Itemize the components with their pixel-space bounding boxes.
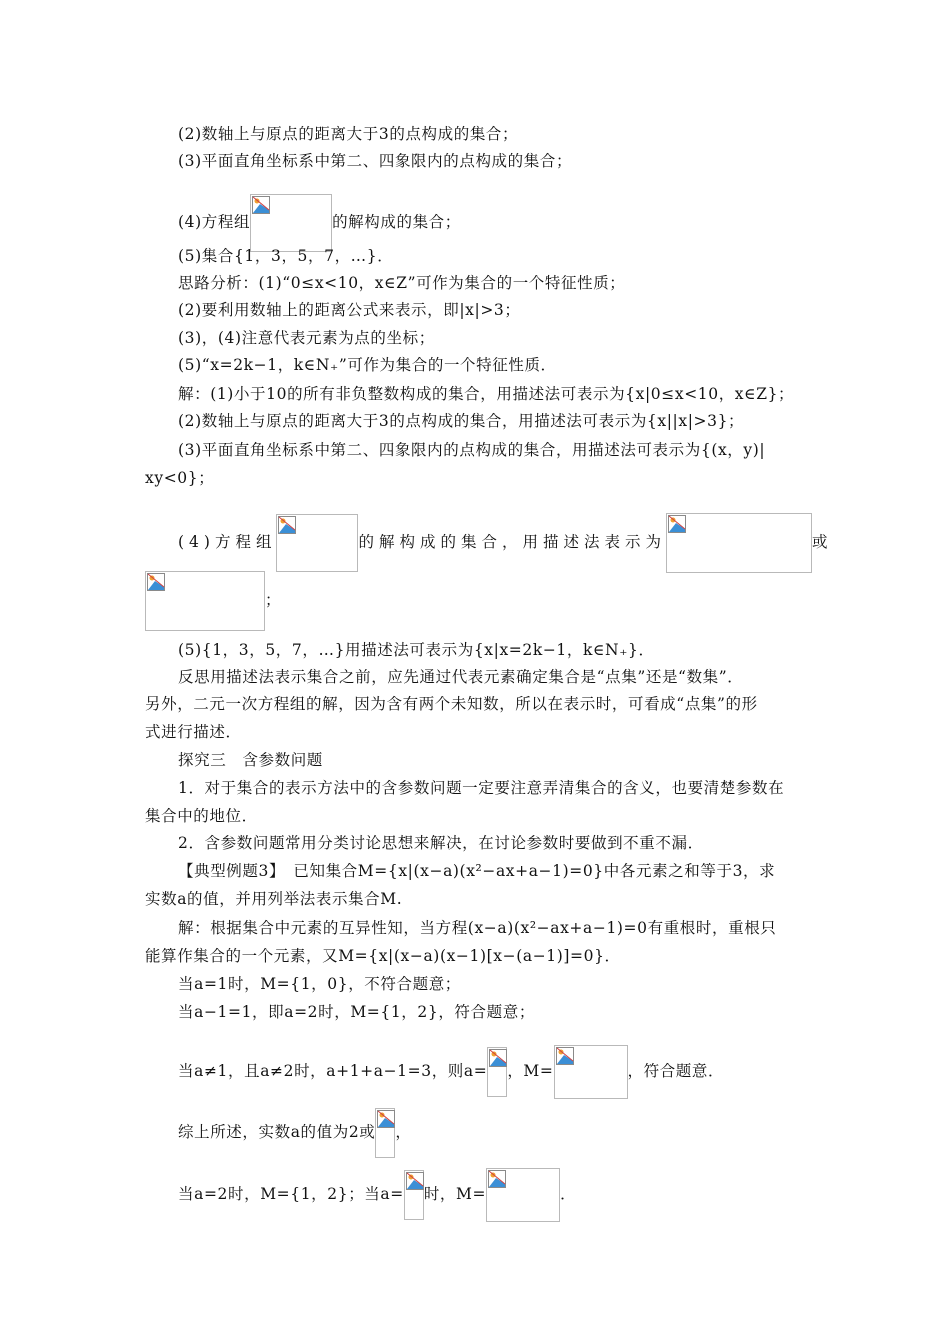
- text-line: 思路分析：(1)“0≤x<10，x∈Z”可作为集合的一个特征性质；: [178, 274, 626, 292]
- text-line: 式进行描述．: [145, 723, 242, 741]
- text-line: 解：(1)小于10的所有非负整数构成的集合，用描述法可表示为{x|0≤x<10，x∈Z}；: [178, 385, 795, 403]
- text-line: 实数a的值，并用列举法表示集合M.: [145, 890, 403, 908]
- text-line: [178, 513, 848, 573]
- broken-image-icon: [406, 1172, 424, 1190]
- text-line: 另外，二元一次方程组的解，因为含有两个未知数，所以在表示时，可看成“点集”的形: [145, 695, 758, 713]
- text-span: 时，M=: [423, 1185, 487, 1203]
- broken-image-icon: [489, 1049, 507, 1067]
- broken-image-icon: [252, 196, 270, 214]
- text-line: (5){1，3，5，7，…}用描述法可表示为{x|x=2k−1，k∈N₊}．: [178, 641, 655, 659]
- text-span: ．: [560, 1185, 577, 1203]
- text-line: 能算作集合的一个元素，又M={x|(x−a)(x−1)[x−(a−1)]=0}．: [145, 947, 621, 965]
- text-line: [178, 1045, 848, 1099]
- text-line: (3)平面直角坐标系中第二、四象限内的点构成的集合，用描述法可表示为{(x，y)|: [178, 441, 766, 459]
- text-span: (4)方程组: [178, 213, 251, 231]
- text-line: 反思用描述法表示集合之前，应先通过代表元素确定集合是“点集”还是“数集”．: [178, 668, 744, 686]
- broken-image-icon: [377, 1110, 395, 1128]
- text-span: 当a≠1，且a≠2时，a+1+a−1=3，则a=: [178, 1062, 488, 1080]
- broken-image-icon: [488, 1170, 506, 1188]
- text-line: 2．含参数问题常用分类讨论思想来解决，在讨论参数时要做到不重不漏．: [178, 834, 704, 852]
- text-span: 当a=2时，M={1，2}；当a=: [178, 1185, 404, 1203]
- broken-image-icon: [556, 1047, 574, 1065]
- example-heading: 【典型例题3】 已知集合M={x|(x−a)(x²−ax+a−1)=0}中各元素之和等于3，求: [178, 862, 776, 880]
- broken-image-icon: [147, 573, 165, 591]
- section-heading: 探究三 含参数问题: [178, 751, 323, 769]
- value-image: [375, 1108, 395, 1158]
- set-image: [666, 513, 812, 573]
- text-line: 1．对于集合的表示方法中的含参数问题一定要注意弄清集合的含义，也要清楚参数在: [178, 779, 785, 797]
- set-image: [145, 571, 265, 631]
- text-line: [145, 571, 815, 631]
- text-line: (3)，(4)注意代表元素为点的坐标；: [178, 329, 435, 347]
- text-span: 或: [811, 533, 833, 551]
- set-image: [554, 1045, 628, 1099]
- text-line: (2)要利用数轴上的距离公式来表示，即|x|>3；: [178, 301, 521, 319]
- text-line: (2)数轴上与原点的距离大于3的点构成的集合，用描述法可表示为{x||x|>3}；: [178, 412, 745, 430]
- text-line: (5)“x=2k−1，k∈N₊”可作为集合的一个特征性质．: [178, 356, 557, 374]
- text-line: 集合中的地位．: [145, 807, 258, 825]
- broken-image-icon: [668, 515, 686, 533]
- text-span: ，: [395, 1123, 412, 1141]
- value-image: [404, 1170, 424, 1220]
- text-span: ，M=: [507, 1062, 554, 1080]
- equation-image: [276, 514, 358, 572]
- value-image: [487, 1047, 507, 1097]
- text-span: 的解构成的集合，用描述法表示为: [358, 533, 666, 551]
- text-line: 当a−1=1，即a=2时，M={1，2}，符合题意；: [178, 1003, 535, 1021]
- set-image: [486, 1168, 560, 1222]
- text-span: (4)方程组: [178, 533, 277, 551]
- text-line: (3)平面直角坐标系中第二、四象限内的点构成的集合；: [178, 152, 573, 170]
- text-line: xy<0}；: [145, 469, 215, 487]
- text-line: [178, 1108, 848, 1158]
- text-line: [178, 1168, 848, 1222]
- text-line: (5)集合{1，3，5，7，…}．: [178, 247, 394, 265]
- text-line: 解：根据集合中元素的互异性知，当方程(x−a)(x²−ax+a−1)=0有重根时，重根只: [178, 919, 777, 937]
- broken-image-icon: [278, 516, 296, 534]
- text-line: 当a=1时，M={1，0}，不符合题意；: [178, 975, 461, 993]
- text-span: ，符合题意．: [627, 1062, 725, 1080]
- text-line: (2)数轴上与原点的距离大于3的点构成的集合；: [178, 125, 519, 143]
- text-span: 综上所述，实数a的值为2或: [178, 1123, 376, 1141]
- text-span: 的解构成的集合；: [332, 213, 461, 231]
- text-span: ；: [265, 591, 282, 609]
